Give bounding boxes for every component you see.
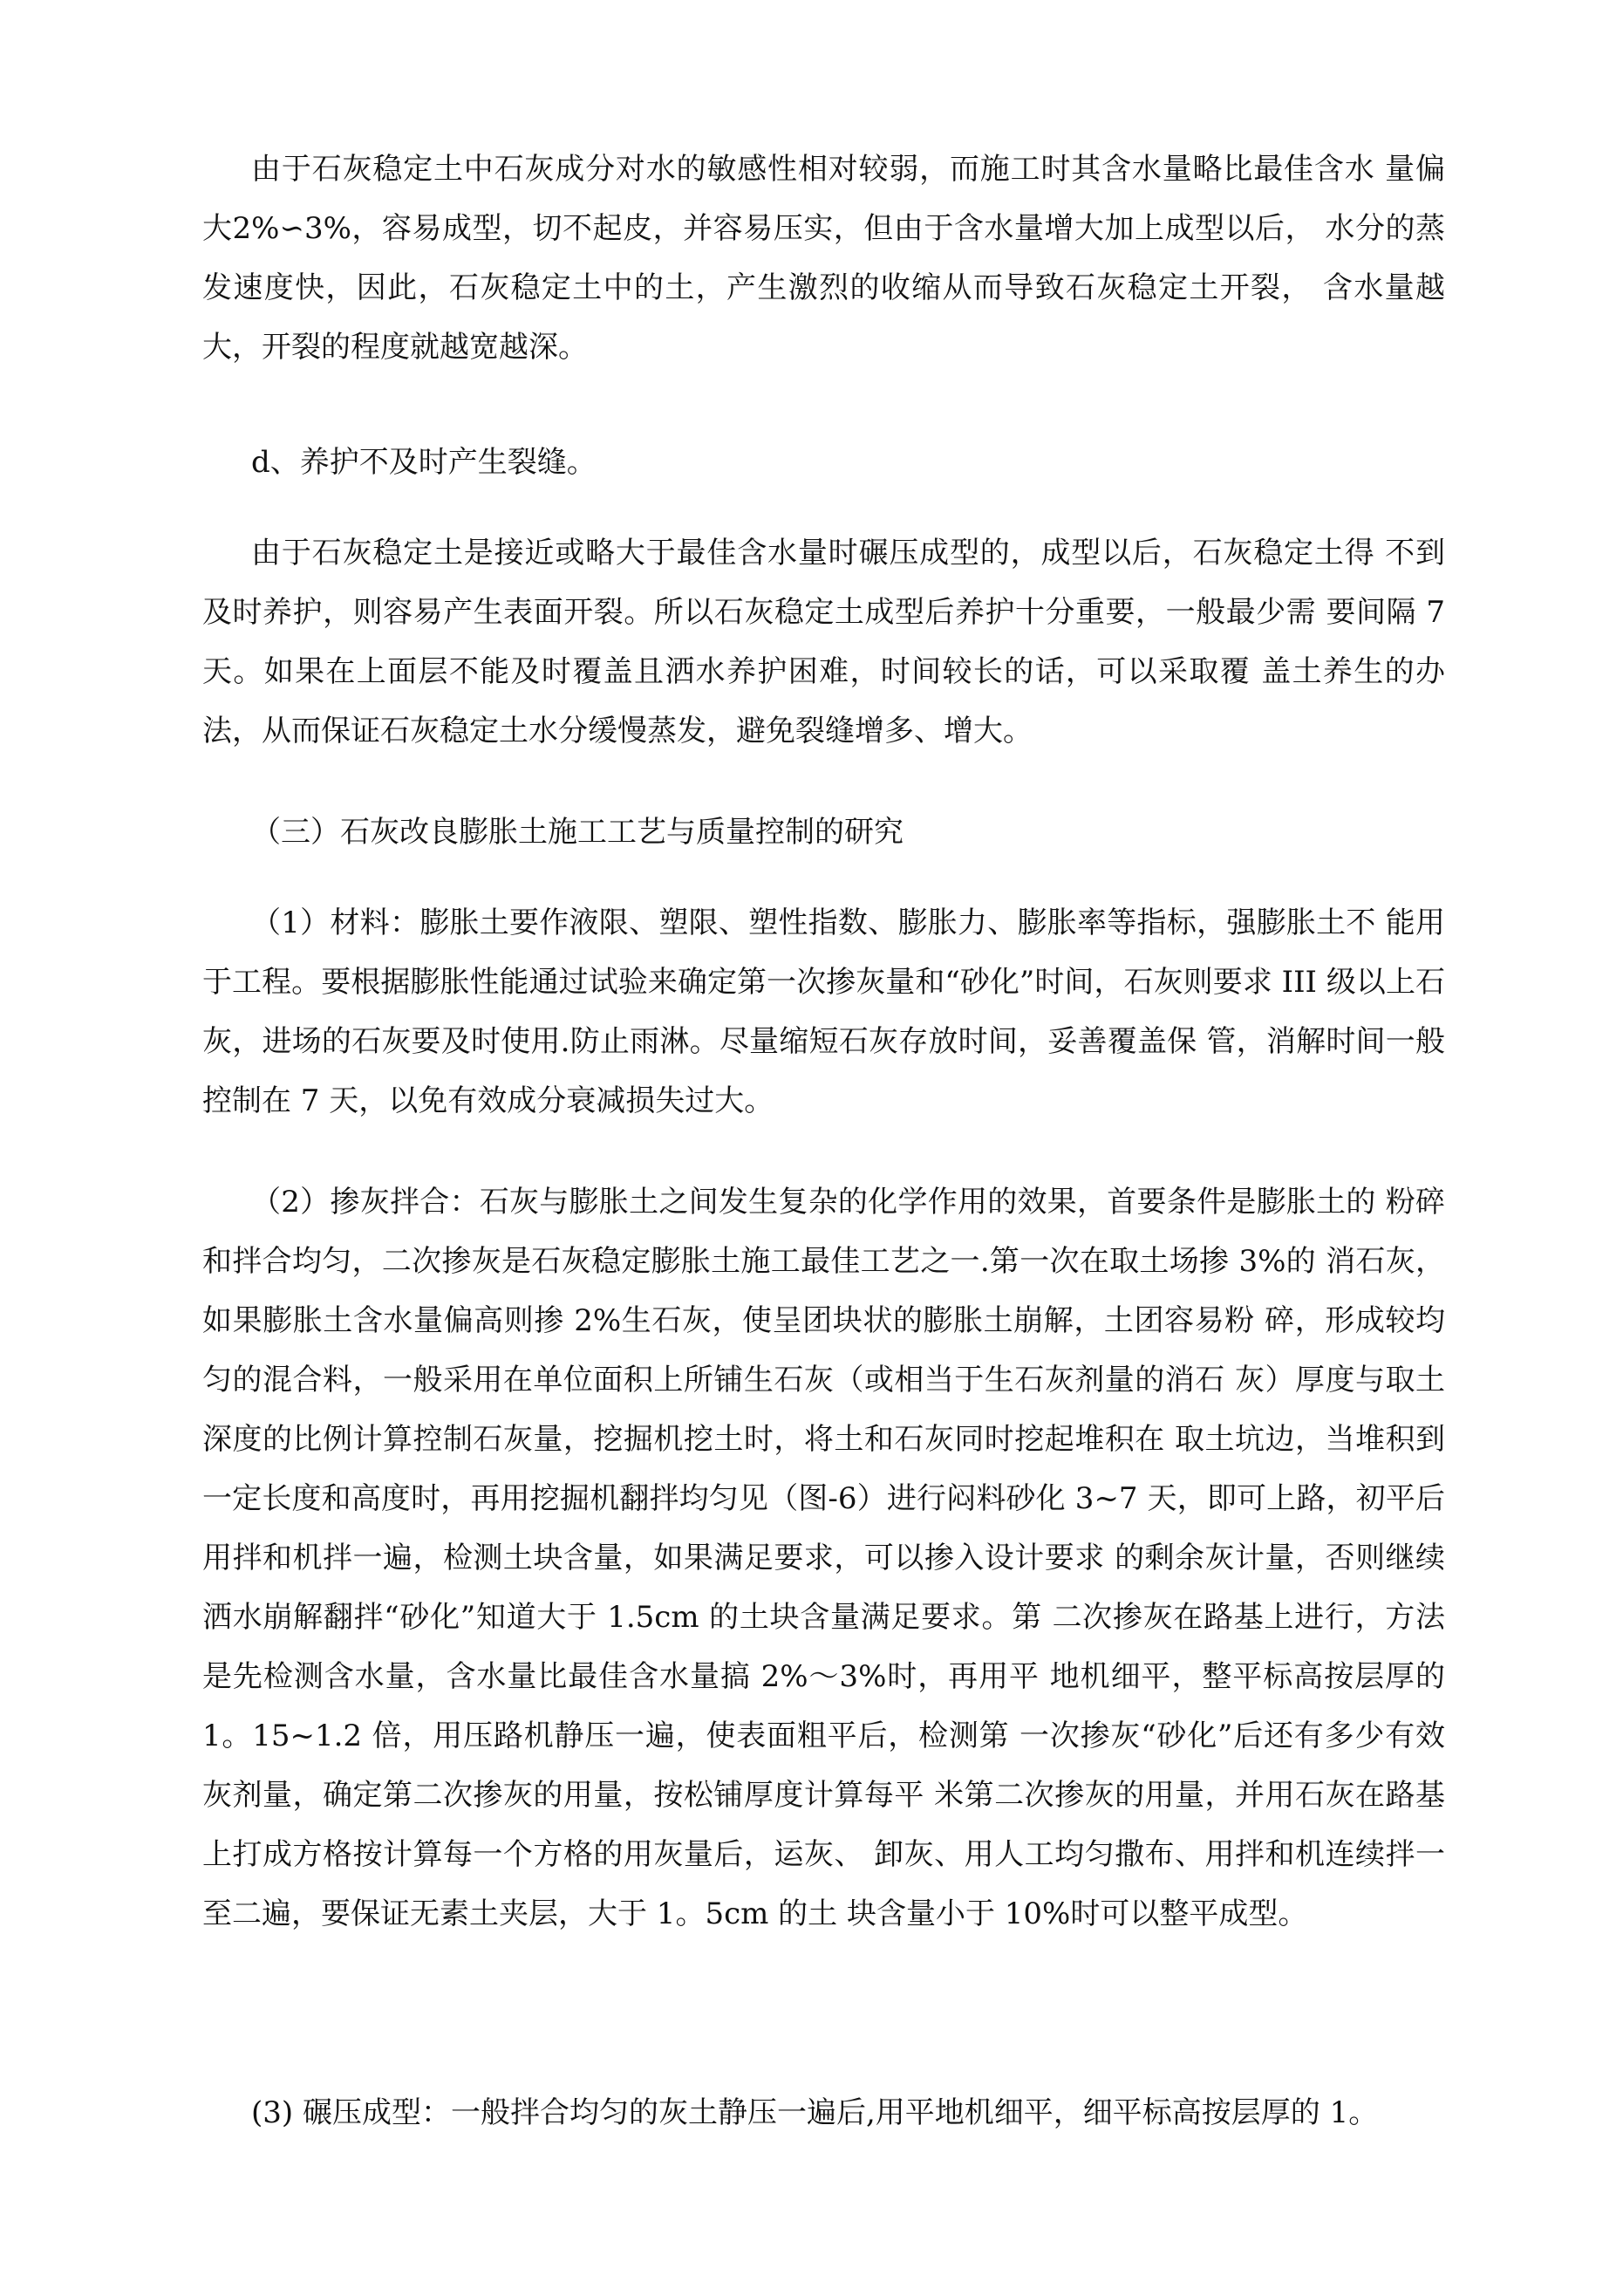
paragraph-compaction: (3) 碾压成型：一般拌合均匀的灰土静压一遍后,用平地机细平，细平标高按层厚的 1。 [251, 2095, 1379, 2130]
paragraph-materials: （1）材料：膨胀土要作液限、塑限、塑性指数、膨胀力、膨胀率等指标，强膨胀土不 能用于工程。要根据膨胀性能通过试验来确定第一次掺灰量和“砂化”时间，石灰则要求 III 级以上石灰，进场的石灰要及时使用.防止雨淋。尽量缩短石灰存放时间，妥善覆盖保 管，消解时间一般控制在 7 天，以免有效成分衰减损失过大。 [202, 905, 1445, 1118]
paragraph-lime-mixing: （2）掺灰拌合：石灰与膨胀土之间发生复杂的化学作用的效果，首要条件是膨胀土的 粉碎和拌合均匀，二次掺灰是石灰稳定膨胀土施工最佳工艺之一.第一次在取土场掺 3%的 消石灰，如果膨胀土含水量偏高则掺 2%生石灰，使呈团块状的膨胀土崩解，土团容易粉 碎，形成较均匀的混合料，一般采用在单位面积上所铺生石灰（或相当于生石灰剂量的消石 灰）厚度与取土深度的比例计算控制石灰量，挖掘机挖土时，将土和石灰同时挖起堆积在 取土坑边，当堆积到一定长度和高度时，再用挖掘机翻拌均匀见（图-6）进行闷料砂化 3~7 天，即可上路，初平后用拌和机拌一遍，检测土块含量，如果满足要求，可以掺入设计要求 的剩余灰计量，否则继续洒水崩解翻拌“砂化”知道大于 1.5cm 的土块含量满足要求。第 二次掺灰在路基上进行，方法是先检测含水量，含水量比最佳含水量搞 2%～3%时，再用平 地机细平，整平标高按层厚的 1。15~1.2 倍，用压路机静压一遍，使表面粗平后，检测第 一次掺灰“砂化”后还有多少有效灰剂量，确定第二次掺灰的用量，按松铺厚度计算每平 米第二次掺灰的用量，并用石灰在路基上打成方格按计算每一个方格的用灰量后，运灰、 卸灰、用人工均匀撒布、用拌和机连续拌一至二遍，要保证无素土夹层，大于 1。5cm 的土 块含量小于 10%时可以整平成型。 [202, 1185, 1445, 1931]
section-heading-expansive-soil: （三）石灰改良膨胀土施工工艺与质量控制的研究 [251, 815, 904, 850]
paragraph-curing-detail: 由于石灰稳定土是接近或略大于最佳含水量时碾压成型的，成型以后，石灰稳定土得 不到及时养护，则容易产生表面开裂。所以石灰稳定土成型后养护十分重要，一般最少需 要间隔 7 天。如果在上面层不能及时覆盖且洒水养护困难，时间较长的话，可以采取覆 盖土养生的办法，从而保证石灰稳定土水分缓慢蒸发，避免裂缝增多、增大。 [202, 536, 1445, 748]
paragraph-heading-curing: d、养护不及时产生裂缝。 [251, 445, 597, 480]
paragraph-crack-cause: 由于石灰稳定土中石灰成分对水的敏感性相对较弱，而施工时其含水量略比最佳含水 量偏大2%∽3%，容易成型，切不起皮，并容易压实，但由于含水量增大加上成型以后， 水分的蒸发速度快，因此，石灰稳定土中的土，产生激烈的收缩从而导致石灰稳定土开裂， 含水量越大，开裂的程度就越宽越深。 [202, 152, 1445, 365]
